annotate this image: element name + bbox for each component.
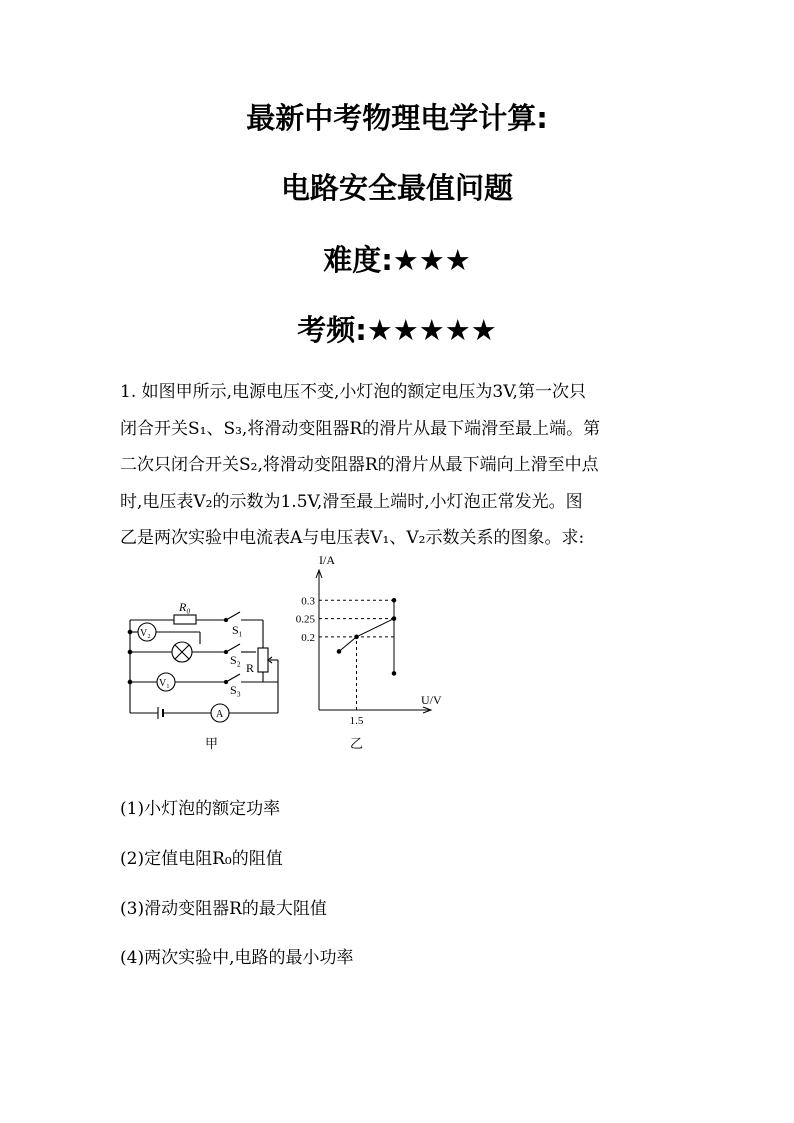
label-s2: S₂ [230,653,241,667]
page-subtitle: 电路安全最值问题 [280,171,513,205]
rheostat-r [258,648,268,672]
problem-line: 乙是两次实验中电流表A与电压表V₁、V₂示数关系的图象。求: [120,528,585,548]
question-3: (3)滑动变阻器R的最大阻值 [120,899,327,919]
problem-line: 二次只闭合开关S₂,将滑动变阻器R的滑片从最下端向上滑至中点 [120,455,599,475]
switch-s1 [226,612,240,620]
y-tick-label: 0.25 [295,613,315,626]
difficulty-rating: 难度:★★★ [323,243,471,277]
caption-jia: 甲 [205,736,219,751]
problem-line: 时,电压表V₂的示数为1.5V,滑至最上端时,小灯泡正常发光。图 [120,491,583,512]
y-tick-label: 0.2 [301,631,315,644]
problem-statement [120,374,680,557]
series-line-curve [339,619,394,652]
question-1: (1)小灯泡的额定功率 [120,799,281,819]
problem-line: 闭合开关S₁、S₃,将滑动变阻器R的滑片从最下端滑至最上端。第 [120,418,601,439]
data-point [337,650,341,654]
x-axis-label: U/V [421,693,442,707]
question-4: (4)两次实验中,电路的最小功率 [120,948,354,968]
label-s1: S₁ [232,623,243,637]
problem-line: 1. 如图甲所示,电源电压不变,小灯泡的额定电压为3V,第一次只 [120,382,586,402]
data-point [392,672,396,676]
label-s3: S₃ [230,683,241,697]
label-r0: R₀ [179,600,191,614]
resistor-r0 [174,615,196,624]
frequency-rating: 考频:★★★★★ [297,313,497,347]
page-title: 最新中考物理电学计算: [246,101,548,135]
figure [110,553,470,760]
x-tick-label: 1.5 [349,715,364,727]
label-v1: V₁ [159,678,170,689]
data-point [355,635,359,639]
caption-yi: 乙 [349,736,364,751]
data-point [392,598,396,602]
y-axis-label: I/A [319,553,335,567]
y-tick-label: 0.3 [301,595,315,608]
graph [296,553,442,751]
switch-s3 [226,674,240,682]
label-v2: V₂ [140,628,151,639]
label-a: A [216,709,224,720]
label-r: R [246,661,255,675]
question-2: (2)定值电阻R₀的阻值 [120,849,283,869]
switch-s2 [226,644,240,652]
